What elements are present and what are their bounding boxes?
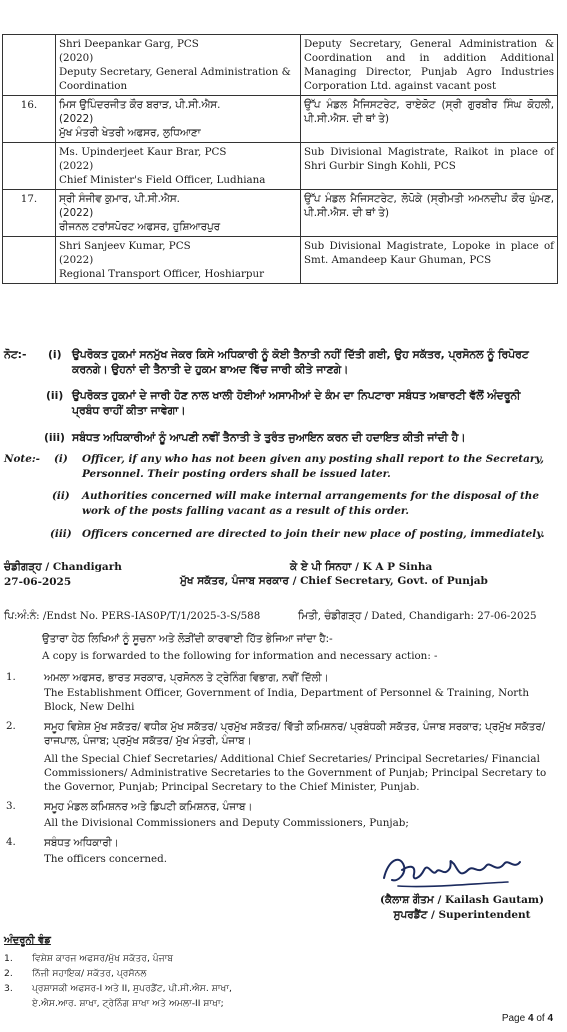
note-item-text: ਸਬੰਧਤ ਅਧਿਕਾਰੀਆਂ ਨੂੰ ਆਪਣੀ ਨਵੀਂ ਤੈਨਾਤੀ ਤੇ ਤੁਰੰਤ ਜੁਆਇਨ ਕਰਨ ਦੀ ਹਦਾਇਤ ਕੀਤੀ ਜਾਂਦੀ ਹੈ।	[72, 431, 466, 444]
officer-batch: (2022)	[59, 207, 94, 219]
note-item-number: (iii)	[44, 431, 65, 444]
table-row	[3, 35, 558, 96]
table-row	[3, 96, 558, 143]
new-posting-cell: ਉੱਪ ਮੰਡਲ ਮੈਜਿਸਟਰੇਟ, ਲੋਪੋਕੇ (ਸ੍ਰੀਮਤੀ ਅਮਨਦੀਪ ਕੌਰ ਘੁੰਮਣ, ਪੀ.ਸੀ.ਐਸ. ਦੀ ਥਾਂ ਤੇ)	[301, 190, 558, 237]
place: ਚੰਡੀਗੜ੍ਹ / Chandigarh	[4, 561, 122, 573]
officer-cell	[56, 35, 301, 96]
copy-intro-punjabi: ਉਤਾਰਾ ਹੇਠ ਲਿਖਿਆਂ ਨੂੰ ਸੂਚਨਾ ਅਤੇ ਲੋੜੀਂਦੀ ਕਾਰਵਾਈ ਹਿੱਤ ਭੇਜਿਆ ਜਾਂਦਾ ਹੈ:-	[42, 633, 333, 645]
serial-number: 16.	[3, 96, 56, 143]
endorsement-number: ਪਿ:ਅੰ:ਨੰ: /Endst No. PERS-IAS0P/T/1/2025-3-S/588	[4, 610, 261, 622]
officer-cell	[56, 96, 301, 143]
chief-secretary-block	[290, 560, 432, 575]
order-date: 27-06-2025	[4, 576, 72, 588]
copy-intro-english: A copy is forwarded to the following for information and necessary action: -	[42, 650, 438, 662]
list-item: 2. ਨਿੱਜੀ ਸਹਾਇਕ/ ਸਕੱਤਰ, ਪ੍ਰਸੋਨਲ	[4, 968, 147, 979]
note-item-number: (i)	[48, 348, 62, 361]
serial-number	[3, 143, 56, 190]
officer-name: Shri Sanjeev Kumar, PCS	[59, 240, 191, 252]
recipient-number: 3.	[6, 800, 16, 812]
recipient-number: 2.	[6, 720, 16, 732]
note-item-number: (iii)	[50, 528, 72, 540]
signatory-title: ਸੁਪਰਡੈਂਟ / Superintendent	[393, 909, 531, 921]
chief-secretary-name: ਕੇ ਏ ਪੀ ਸਿਨਹਾ / K A P Sinha	[290, 561, 433, 573]
serial-number: 17.	[3, 190, 56, 237]
table-row	[3, 143, 558, 190]
recipient-punjabi: ਅਮਲਾ ਅਫਸਰ, ਭਾਰਤ ਸਰਕਾਰ, ਪ੍ਰਸੋਨਲ ਤੇ ਟ੍ਰੇਨਿੰਗ ਵਿਭਾਗ, ਨਵੀਂ ਦਿੱਲੀ।	[44, 672, 329, 684]
officer-batch: (2022)	[59, 113, 94, 125]
page-number: Page 4 of 4	[501, 1013, 553, 1024]
recipient-punjabi: ਸਮੂਹ ਮੰਡਲ ਕਮਿਸ਼ਨਰ ਅਤੇ ਡਿਪਟੀ ਕਮਿਸ਼ਨਰ, ਪੰਜਾਬ।	[44, 801, 253, 813]
note-label: ਨੋਟ:-	[4, 348, 27, 361]
officer-current-post: ਮੁੱਖ ਮੰਤਰੀ ਖੇਤਰੀ ਅਫਸਰ, ਲੁਧਿਆਣਾ	[59, 127, 201, 139]
list-item: ਏ.ਐਸ.ਆਰ. ਸ਼ਾਖਾ, ਟ੍ਰੇਨਿੰਗ ਸ਼ਾਖਾ ਅਤੇ ਅਮਲਾ-II ਸ਼ਾਖਾ;	[32, 998, 224, 1009]
officer-batch: (2022)	[59, 160, 94, 172]
officer-cell	[56, 190, 301, 237]
officer-name: ਮਿਸ ਉਪਿੰਦਰਜੀਤ ਕੌਰ ਬਰਾੜ, ਪੀ.ਸੀ.ਐਸ.	[59, 99, 221, 111]
recipient-english: All the Special Chief Secretaries/ Additional Chief Secretaries/ Principal Secretaries/ Financial Commissioners/ Administrative Secretaries to the Government of Punjab; Principal Secretary to the Governor, Punjab; Principal Secretary to the Chief Minister, Punjab.	[44, 753, 547, 793]
officer-name: Shri Deepankar Garg, PCS	[59, 38, 199, 50]
list-item: 3. ਪ੍ਰਸ਼ਾਸਕੀ ਅਫਸਰ-I ਅਤੇ II, ਸੁਪਰਡੈਂਟ, ਪੀ.ਸੀ.ਐਸ. ਸ਼ਾਖਾ,	[4, 983, 232, 994]
signatory-block	[372, 893, 552, 923]
place-date-block	[4, 560, 122, 590]
recipient-english: All the Divisional Commissioners and Deputy Commissioners, Punjab;	[44, 817, 409, 829]
officer-current-post: Chief Minister's Field Officer, Ludhiana	[59, 174, 266, 186]
recipient-punjabi: ਸਮੂਹ ਵਿਸ਼ੇਸ਼ ਮੁੱਖ ਸਕੱਤਰ/ ਵਧੀਕ ਮੁੱਖ ਸਕੱਤਰ/ ਪ੍ਰਮੁੱਖ ਸਕੱਤਰ/ ਵਿੱਤੀ ਕਮਿਸ਼ਨਰ/ ਪ੍ਰਬੰਧਕੀ ਸਕੱਤਰ, ਪੰਜਾਬ ਸਰਕਾਰ; ਪ੍ਰਮੁੱਖ ਸਕੱਤਰ/ ਰਾਜਪਾਲ, ਪੰਜਾਬ; ਪ੍ਰਮੁੱਖ ਸਕੱਤਰ/ ਮੁੱਖ ਮੰਤਰੀ, ਪੰਜਾਬ।	[44, 721, 546, 747]
recipient-english: The Establishment Officer, Government of India, Department of Personnel & Training, North Block, New Delhi	[44, 687, 529, 713]
recipient-english: The officers concerned.	[44, 853, 167, 865]
note-label: Note:-	[4, 453, 40, 465]
note-item-text: Authorities concerned will make internal arrangements for the disposal of the work of the posts falling vacant as a result of this order.	[82, 490, 539, 517]
new-posting-cell: Deputy Secretary, General Administration & Coordination and in addition Additional Managing Director, Punjab Agro Industries Corporation Ltd. against vacant post	[301, 35, 558, 96]
officer-current-post: Deputy Secretary, General Administration & Coordination	[59, 66, 291, 92]
officer-name: ਸ੍ਰੀ ਸੰਜੀਵ ਕੁਮਾਰ, ਪੀ.ਸੀ.ਐਸ.	[59, 193, 180, 205]
list-item: 1. ਵਿਸ਼ੇਸ਼ ਕਾਰਜ ਅਫਸਰ/ਮੁੱਖ ਸਕੱਤਰ, ਪੰਜਾਬ	[4, 953, 174, 964]
note-item-text: Officers concerned are directed to join their new place of posting, immediately.	[82, 528, 545, 540]
officer-current-post: Regional Transport Officer, Hoshiarpur	[59, 268, 265, 280]
recipient-number: 4.	[6, 836, 16, 848]
officer-cell	[56, 143, 301, 190]
serial-number	[3, 35, 56, 96]
recipient-number: 1.	[6, 671, 16, 683]
internal-distribution-title: ਅੰਦਰੂਨੀ ਵੰਡ	[4, 935, 51, 946]
table-row	[3, 237, 558, 284]
note-item-number: (ii)	[52, 490, 70, 502]
signatory-name: (ਕੈਲਾਸ਼ ਗੌਤਮ / Kailash Gautam)	[379, 894, 544, 906]
new-posting-cell: Sub Divisional Magistrate, Lopoke in place of Smt. Amandeep Kaur Ghuman, PCS	[301, 237, 558, 284]
officer-batch: (2022)	[59, 254, 94, 266]
chief-secretary-title: ਮੁੱਖ ਸਕੱਤਰ, ਪੰਜਾਬ ਸਰਕਾਰ / Chief Secretary, Govt. of Punjab	[180, 575, 488, 587]
endorsement-date: ਮਿਤੀ, ਚੰਡੀਗੜ੍ਹ / Dated, Chandigarh: 27-06-2025	[298, 610, 537, 622]
officer-name: Ms. Upinderjeet Kaur Brar, PCS	[59, 146, 227, 158]
note-item-text: ਉਪਰੋਕਤ ਹੁਕਮਾਂ ਦੇ ਜਾਰੀ ਹੋਣ ਨਾਲ ਖਾਲੀ ਹੋਈਆਂ ਅਸਾਮੀਆਂ ਦੇ ਕੰਮ ਦਾ ਨਿਪਟਾਰਾ ਸਬੰਧਤ ਅਥਾਰਟੀ ਵੱਲੋਂ ਅੰਦਰੂਨੀ ਪ੍ਰਬੰਧ ਰਾਹੀਂ ਕੀਤਾ ਜਾਵੇਗਾ।	[72, 389, 521, 417]
note-item-number: (i)	[54, 453, 68, 465]
recipient-punjabi: ਸਬੰਧਤ ਅਧਿਕਾਰੀ।	[44, 837, 119, 849]
officer-batch: (2020)	[59, 52, 94, 64]
posting-table	[2, 34, 558, 284]
note-item-number: (ii)	[46, 389, 64, 402]
note-item-text: ਉਪਰੋਕਤ ਹੁਕਮਾਂ ਸਨਮੁੱਖ ਜੇਕਰ ਕਿਸੇ ਅਧਿਕਾਰੀ ਨੂੰ ਕੋਈ ਤੈਨਾਤੀ ਨਹੀਂ ਦਿੱਤੀ ਗਈ, ਉਹ ਸਕੱਤਰ, ਪ੍ਰਸੋਨਲ ਨੂੰ ਰਿਪੋਰਟ ਕਰਨਗੇ। ਉਹਨਾਂ ਦੀ ਤੈਨਾਤੀ ਦੇ ਹੁਕਮ ਬਾਅਦ ਵਿੱਚ ਜਾਰੀ ਕੀਤੇ ਜਾਣਗੇ।	[72, 348, 529, 376]
officer-cell	[56, 237, 301, 284]
new-posting-cell: Sub Divisional Magistrate, Raikot in place of Shri Gurbir Singh Kohli, PCS	[301, 143, 558, 190]
new-posting-cell: ਉੱਪ ਮੰਡਲ ਮੈਜਿਸਟਰੇਟ, ਰਾਏਕੋਟ (ਸ੍ਰੀ ਗੁਰਬੀਰ ਸਿੰਘ ਕੋਹਲੀ, ਪੀ.ਸੀ.ਐਸ. ਦੀ ਥਾਂ ਤੇ)	[301, 96, 558, 143]
officer-current-post: ਰੀਜਨਲ ਟਰਾਂਸਪੋਰਟ ਅਫਸਰ, ਹੁਸ਼ਿਆਰਪੁਰ	[59, 221, 221, 233]
handwritten-signature	[378, 848, 528, 894]
note-item-text: Officer, if any who has not been given any posting shall report to the Secretary, Personnel. Their posting orders shall be issued later.	[82, 453, 544, 480]
serial-number	[3, 237, 56, 284]
table-row	[3, 190, 558, 237]
